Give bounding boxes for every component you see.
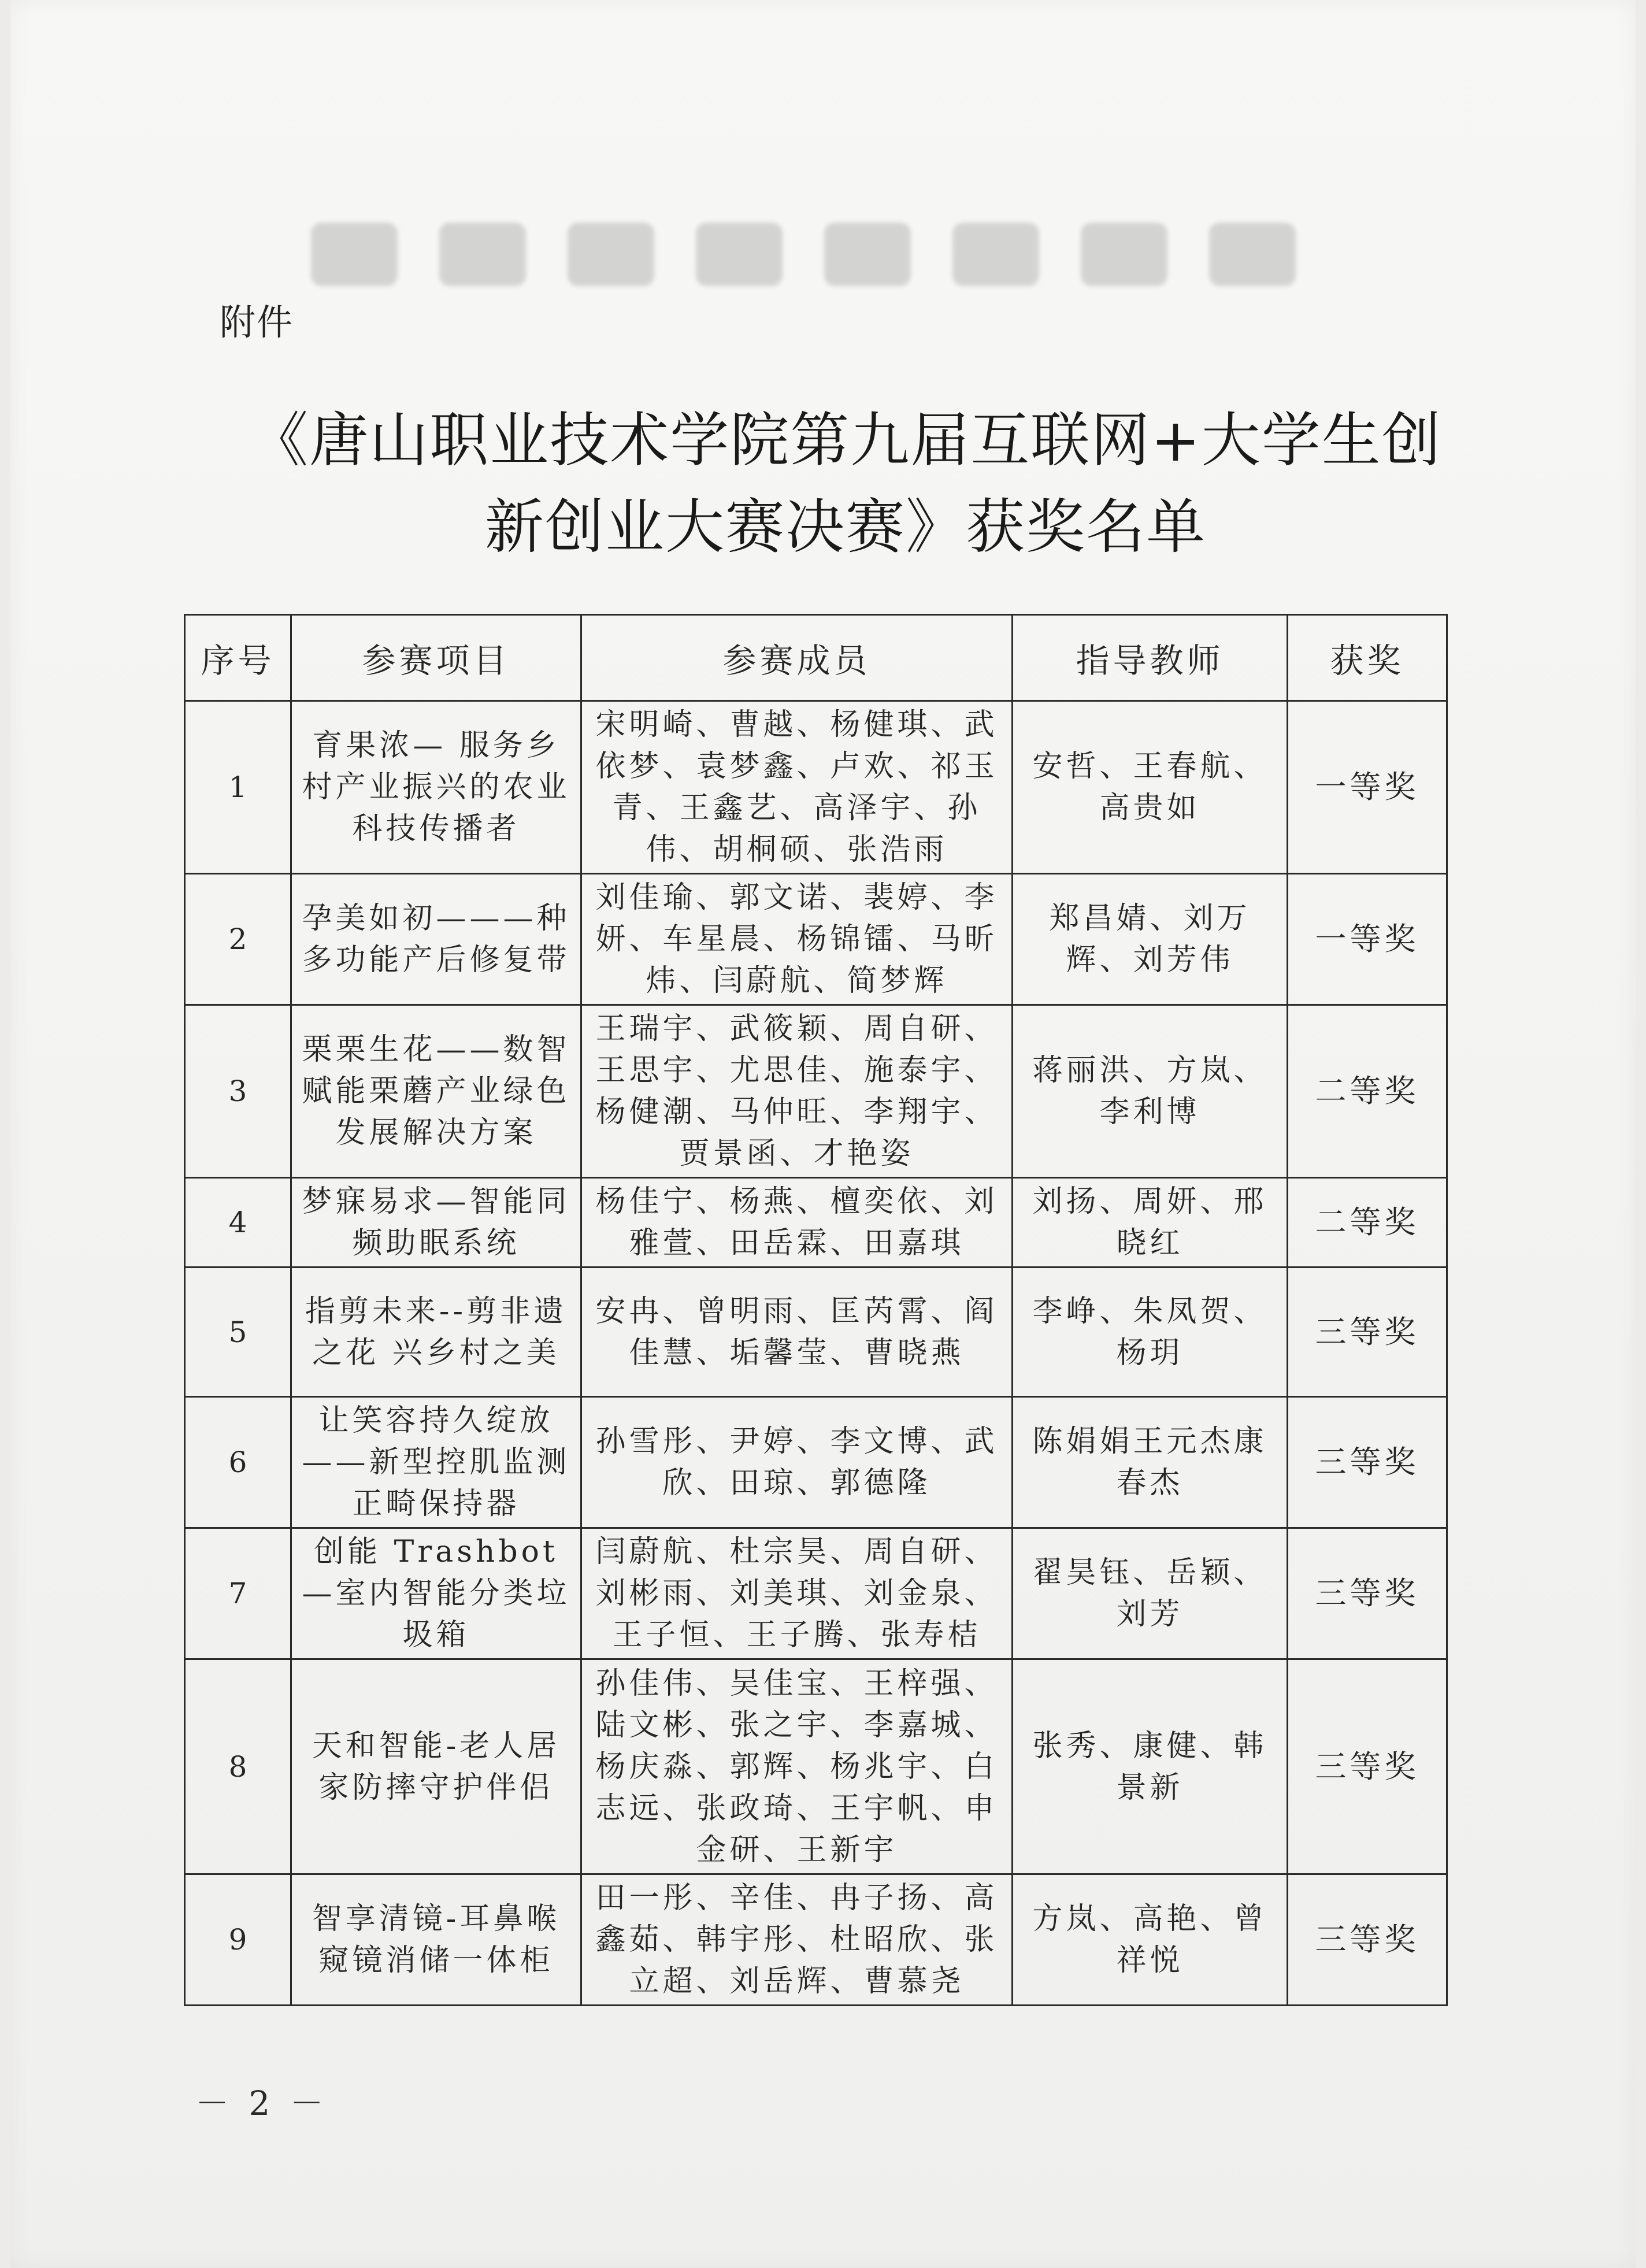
row-no: 4	[185, 1178, 291, 1268]
row-teachers: 蒋丽洪、方岚、李利博	[1013, 1005, 1288, 1178]
table-row	[185, 1659, 1447, 1874]
row-project: 智享清镜-耳鼻喉窥镜消储一体柜	[291, 1874, 581, 2006]
row-project: 指剪未来--剪非遗之花 兴乡村之美	[291, 1268, 581, 1397]
row-no: 2	[185, 874, 291, 1005]
row-no: 5	[185, 1268, 291, 1397]
header-award: 获奖	[1288, 615, 1447, 701]
row-project: 栗栗生花——数智赋能栗蘑产业绿色发展解决方案	[291, 1005, 581, 1178]
table-row	[185, 1005, 1447, 1178]
row-members: 刘佳瑜、郭文诺、裴婷、李妍、车星晨、杨锦镭、马昕炜、闫蔚航、简梦辉	[581, 874, 1013, 1005]
row-teachers: 张秀、康健、韩景新	[1013, 1659, 1288, 1874]
row-award: 一等奖	[1288, 701, 1447, 874]
row-members: 田一彤、辛佳、冉子扬、高鑫茹、韩宇彤、杜昭欣、张立超、刘岳辉、曹慕尧	[581, 1874, 1013, 2006]
table-row	[185, 1528, 1447, 1659]
row-project: 梦寐易求—智能同频助眠系统	[291, 1178, 581, 1268]
page-number: － 2 －	[195, 2084, 328, 2123]
table-row	[185, 1178, 1447, 1268]
row-project: 天和智能-老人居家防摔守护伴侣	[291, 1659, 581, 1874]
row-project: 让笑容持久绽放——新型控肌监测正畸保持器	[291, 1397, 581, 1528]
document-title	[184, 398, 1507, 571]
row-members: 孙佳伟、吴佳宝、王梓强、陆文彬、张之宇、李嘉城、杨庆淼、郭辉、杨兆宇、白志远、张政琦、王宇帆、申金研、王新宇	[581, 1659, 1013, 1874]
table-header-row	[185, 615, 1447, 701]
table-row	[185, 701, 1447, 874]
row-no: 1	[185, 701, 291, 874]
bleed-through-letterhead	[311, 214, 1397, 295]
table-row	[185, 1397, 1447, 1528]
table-row	[185, 1874, 1447, 2006]
header-teachers: 指导教师	[1013, 615, 1288, 701]
row-members: 孙雪彤、尹婷、李文博、武欣、田琼、郭德隆	[581, 1397, 1013, 1528]
row-members: 安冉、曾明雨、匡芮霄、阎佳慧、垢馨莹、曹晓燕	[581, 1268, 1013, 1397]
row-members: 宋明崎、曹越、杨健琪、武依梦、袁梦鑫、卢欢、祁玉青、王鑫艺、高泽宇、孙伟、胡桐硕、张浩雨	[581, 701, 1013, 874]
award-table	[184, 614, 1448, 2006]
table-row	[185, 1268, 1447, 1397]
header-members: 参赛成员	[581, 615, 1013, 701]
row-award: 一等奖	[1288, 874, 1447, 1005]
title-line-2: 新创业大赛决赛》获奖名单	[485, 493, 1206, 562]
row-award: 二等奖	[1288, 1178, 1447, 1268]
row-award: 二等奖	[1288, 1005, 1447, 1178]
row-award: 三等奖	[1288, 1397, 1447, 1528]
row-no: 3	[185, 1005, 291, 1178]
row-teachers: 翟昊钰、岳颖、刘芳	[1013, 1528, 1288, 1659]
table-row	[185, 874, 1447, 1005]
row-project: 孕美如初———种多功能产后修复带	[291, 874, 581, 1005]
row-members: 王瑞宇、武筱颖、周自研、王思宇、尤思佳、施泰宇、杨健潮、马仲旺、李翔宇、贾景函、才艳姿	[581, 1005, 1013, 1178]
row-award: 三等奖	[1288, 1659, 1447, 1874]
row-no: 9	[185, 1874, 291, 2006]
row-teachers: 方岚、高艳、曾祥悦	[1013, 1874, 1288, 2006]
row-teachers: 郑昌婧、刘万辉、刘芳伟	[1013, 874, 1288, 1005]
row-teachers: 刘扬、周妍、邢晓红	[1013, 1178, 1288, 1268]
row-members: 闫蔚航、杜宗昊、周自研、刘彬雨、刘美琪、刘金泉、王子恒、王子腾、张寿桔	[581, 1528, 1013, 1659]
row-teachers: 陈娟娟王元杰康春杰	[1013, 1397, 1288, 1528]
row-project: 创能 Trashbot—室内智能分类垃圾箱	[291, 1528, 581, 1659]
header-no: 序号	[185, 615, 291, 701]
header-project: 参赛项目	[291, 615, 581, 701]
title-line-1: 《唐山职业技术学院第九届互联网+大学生创	[249, 406, 1442, 475]
row-award: 三等奖	[1288, 1528, 1447, 1659]
row-no: 8	[185, 1659, 291, 1874]
row-project: 育果浓— 服务乡村产业振兴的农业科技传播者	[291, 701, 581, 874]
attachment-label: 附件	[220, 301, 294, 343]
row-award: 三等奖	[1288, 1874, 1447, 2006]
row-members: 杨佳宁、杨燕、檀奕依、刘雅萱、田岳霖、田嘉琪	[581, 1178, 1013, 1268]
row-award: 三等奖	[1288, 1268, 1447, 1397]
row-no: 7	[185, 1528, 291, 1659]
row-teachers: 安哲、王春航、高贵如	[1013, 701, 1288, 874]
row-no: 6	[185, 1397, 291, 1528]
row-teachers: 李峥、朱凤贺、杨玥	[1013, 1268, 1288, 1397]
